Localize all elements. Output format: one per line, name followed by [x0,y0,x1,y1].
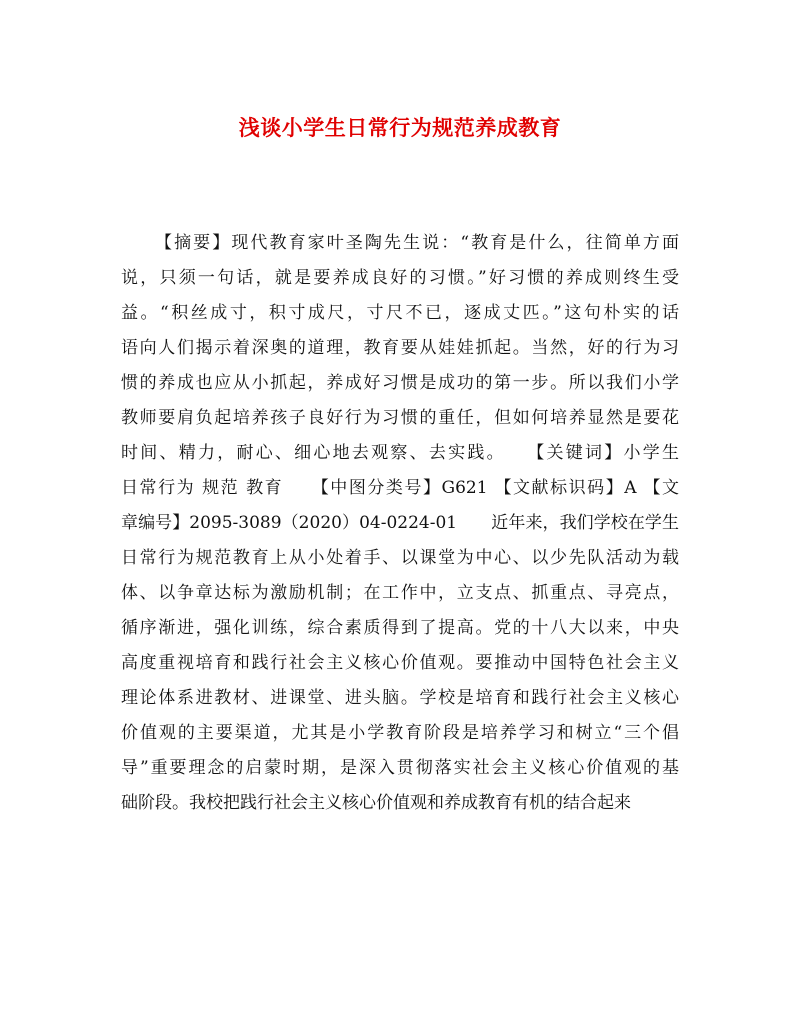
body-line: 说，只须一句话，就是要养成良好的习惯。”好习惯的养成则终生受 [121,268,679,288]
document-body [121,226,679,821]
body-line: 导”重要理念的启蒙时期，是深入贯彻落实社会主义核心价值观的基 [121,758,679,778]
body-line: 理论体系进教材、进课堂、进头脑。学校是培育和践行社会主义核心 [121,688,679,708]
body-line: 日常行为 规范 教育 【中图分类号】G621 【文献标识码】A 【文 [121,478,679,498]
body-line: 高度重视培育和践行社会主义核心价值观。要推动中国特色社会主义 [121,653,679,673]
body-line: 语向人们揭示着深奥的道理，教育要从娃娃抓起。当然，好的行为习 [121,338,679,358]
body-line: 教师要肩负起培养孩子良好行为习惯的重任，但如何培养显然是要花 [121,408,679,428]
body-line: 惯的养成也应从小抓起，养成好习惯是成功的第一步。所以我们小学 [121,373,679,393]
body-line: 【摘要】现代教育家叶圣陶先生说：“教育是什么，往简单方面 [155,233,679,253]
body-line: 益。“积丝成寸，积寸成尺，寸尺不已，逐成丈匹。”这句朴实的话 [121,303,679,323]
document-title: 浅谈小学生日常行为规范养成教育 [238,115,562,140]
body-line: 日常行为规范教育上从小处着手、以课堂为中心、以少先队活动为载 [121,548,679,568]
body-line: 时间、精力，耐心、细心地去观察、去实践。 【关键词】小学生 [121,443,679,463]
body-line: 价值观的主要渠道，尤其是小学教育阶段是培养学习和树立“三个倡 [121,723,679,743]
body-line: 础阶段。我校把践行社会主义核心价值观和养成教育有机的结合起来 [121,793,631,813]
body-line: 体、以争章达标为激励机制；在工作中，立支点、抓重点、寻亮点， [121,583,679,603]
body-line: 循序渐进，强化训练，综合素质得到了提高。党的十八大以来，中央 [121,618,679,638]
body-line: 章编号】2095-3089（2020）04-0224-01 近年来，我们学校在学生 [121,513,679,533]
